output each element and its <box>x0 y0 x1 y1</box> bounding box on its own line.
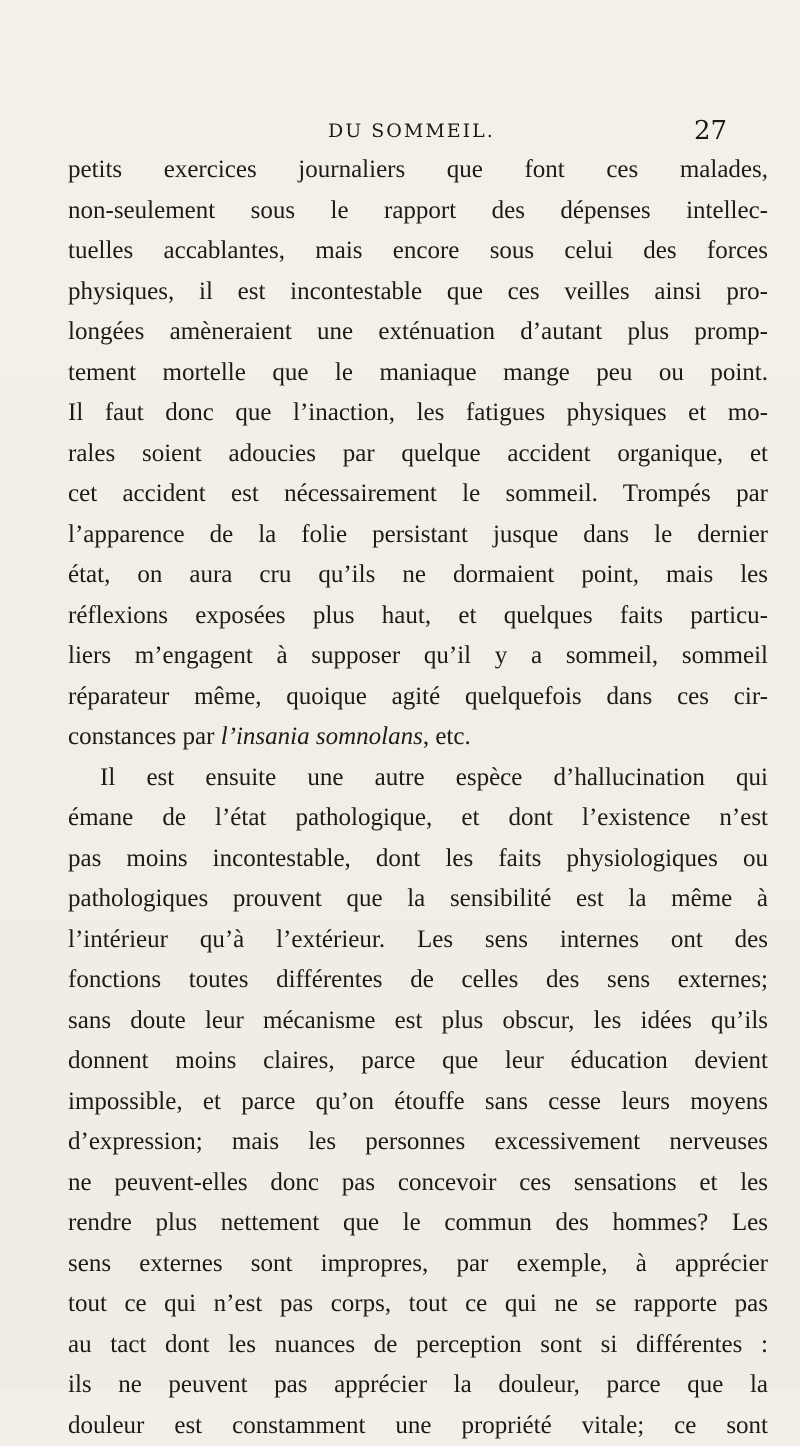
text-line: l’intérieur qu’à l’extérieur. Les sens internes ont des <box>68 920 768 961</box>
text-line: donnent moins claires, parce que leur éducation devient <box>68 1041 768 1082</box>
text-line: rendre plus nettement que le commun des hommes? Les <box>68 1203 768 1244</box>
text-line: rales soient adoucies par quelque accident organique, et <box>68 434 768 475</box>
text-line: sans doute leur mécanisme est plus obscur, les idées qu’ils <box>68 1001 768 1042</box>
text-line: réparateur même, quoique agité quelquefois dans ces cir- <box>68 677 768 718</box>
text-line: ne peuvent-elles donc pas concevoir ces sensations et les <box>68 1163 768 1204</box>
text-segment: , etc. <box>423 723 471 750</box>
text-line: pas moins incontestable, dont les faits physiologiques ou <box>68 839 768 880</box>
text-line: non-seulement sous le rapport des dépenses intellec- <box>68 191 768 232</box>
text-line: réflexions exposées plus haut, et quelques faits particu- <box>68 596 768 637</box>
text-segment: constances par <box>68 723 221 750</box>
text-line: sens externes sont impropres, par exemple, à apprécier <box>68 1244 768 1285</box>
text-line: liers m’engagent à supposer qu’il y a sommeil, sommeil <box>68 636 768 677</box>
text-line: tout ce qui n’est pas corps, tout ce qui ne se rapporte pas <box>68 1284 768 1325</box>
text-line: au tact dont les nuances de perception sont si différentes : <box>68 1325 768 1366</box>
text-line: ils ne peuvent pas apprécier la douleur, parce que la <box>68 1365 768 1406</box>
running-head <box>0 116 800 152</box>
text-line: Il faut donc que l’inaction, les fatigues physiques et mo- <box>68 393 768 434</box>
text-line: pathologiques prouvent que la sensibilité est la même à <box>68 879 768 920</box>
text-line-paragraph-end <box>68 717 768 758</box>
text-line-paragraph-start: Il est ensuite une autre espèce d’hallucination qui <box>68 758 768 799</box>
text-line: cet accident est nécessairement le sommeil. Trompés par <box>68 474 768 515</box>
text-line: physiques, il est incontestable que ces veilles ainsi pro- <box>68 272 768 313</box>
text-line: impossible, et parce qu’on étouffe sans cesse leurs moyens <box>68 1082 768 1123</box>
body-text <box>68 150 768 1446</box>
text-line: douleur est constamment une propriété vitale; ce sont <box>68 1406 768 1446</box>
text-line: d’expression; mais les personnes excessivement nerveuses <box>68 1122 768 1163</box>
text-line: état, on aura cru qu’ils ne dormaient point, mais les <box>68 555 768 596</box>
italic-term: l’insania somnolans <box>221 723 423 750</box>
text-line: tement mortelle que le maniaque mange peu ou point. <box>68 353 768 394</box>
text-line: longées amèneraient une exténuation d’autant plus promp- <box>68 312 768 353</box>
text-line: tuelles accablantes, mais encore sous celui des forces <box>68 231 768 272</box>
running-title: DU SOMMEIL. <box>328 120 495 142</box>
text-line: fonctions toutes différentes de celles des sens externes; <box>68 960 768 1001</box>
page-number: 27 <box>694 116 727 146</box>
text-line: l’apparence de la folie persistant jusque dans le dernier <box>68 515 768 556</box>
text-line: petits exercices journaliers que font ces malades, <box>68 150 768 191</box>
text-line: émane de l’état pathologique, et dont l’existence n’est <box>68 798 768 839</box>
